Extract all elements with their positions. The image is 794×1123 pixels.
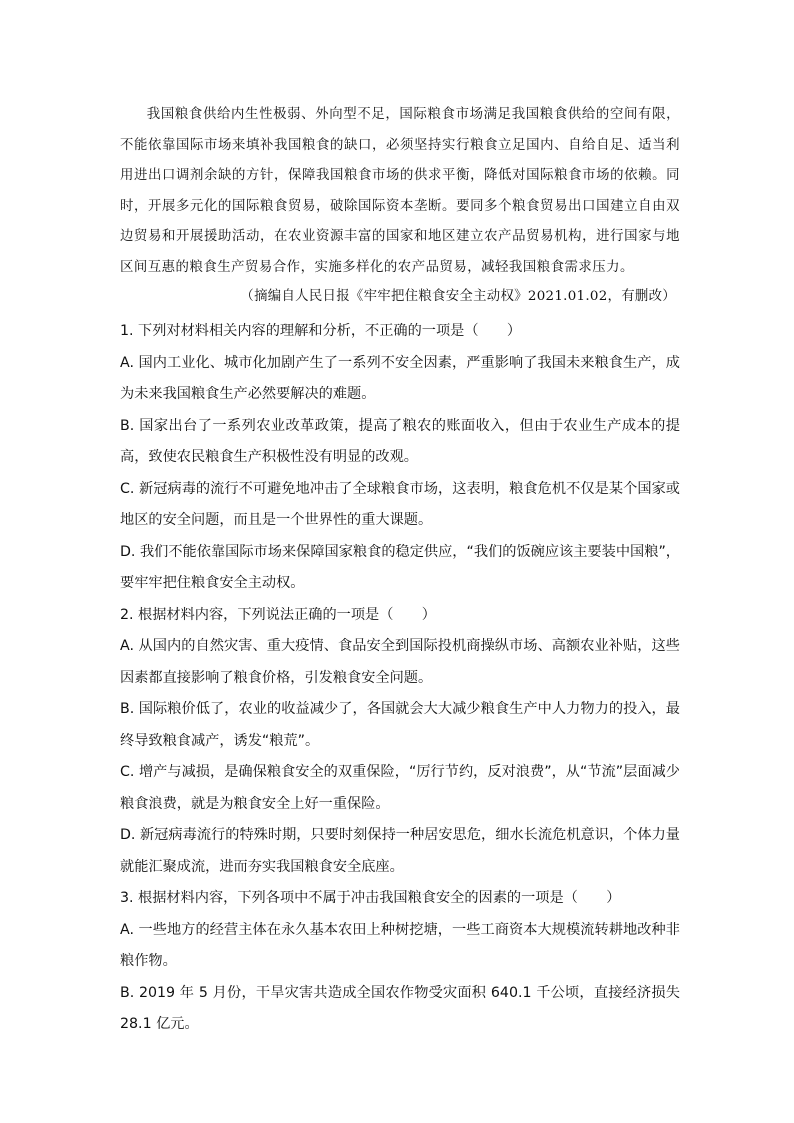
question-2 bbox=[120, 600, 680, 884]
passage-source: （摘编自人民日报《牢牢把住粮食安全主动权》2021.01.02，有删改） bbox=[240, 289, 676, 304]
passage bbox=[120, 100, 680, 284]
option-b: B. 2019 年 5 月份，干旱灾害共造成全国农作物受灾面积 640.1 千公顷，直接经济损失 28.1 亿元。 bbox=[120, 984, 680, 1032]
option-c: C. 新冠病毒的流行不可避免地冲击了全球粮食市场，这表明，粮食危机不仅是某个国家或地区的安全问题，而且是一个世界性的重大课题。 bbox=[120, 480, 680, 528]
question-list bbox=[120, 316, 680, 1041]
question-1 bbox=[120, 316, 680, 600]
option-d: D. 我们不能依靠国际市场来保障国家粮食的稳定供应，“我们的饭碗应该主要装中国粮”，要牢牢把住粮食安全主动权。 bbox=[120, 543, 680, 591]
question-stem: 1. 下列对材料相关内容的理解和分析，不正确的一项是（ ） bbox=[120, 323, 522, 339]
option-a: A. 从国内的自然灾害、重大疫情、食品安全到国际投机商操纵市场、高额农业补贴，这些因素都直接影响了粮食价格，引发粮食安全问题。 bbox=[120, 638, 680, 686]
option-b: B. 国家出台了一系列农业改革政策，提高了粮农的账面收入，但由于农业生产成本的提高，致使农民粮食生产积极性没有明显的改观。 bbox=[120, 417, 680, 465]
option-d: D. 新冠病毒流行的特殊时期，只要时刻保持一种居安思危，细水长流危机意识，个体力量就能汇聚成流，进而夯实我国粮食安全底座。 bbox=[120, 827, 680, 875]
passage-paragraph: 我国粮食供给内生性极弱、外向型不足，国际粮食市场满足我国粮食供给的空间有限，不能依靠国际市场来填补我国粮食的缺口，必须坚持实行粮食立足国内、自给自足、适当利用进出口调剂余缺的方针，保障我国粮食市场的供求平衡，降低对国际粮食市场的依赖。同时，开展多元化的国际粮食贸易，破除国际资本垄断。要同多个粮食贸易出口国建立自由双边贸易和开展援助活动，在农业资源丰富的国家和地区建立农产品贸易机构，进行国家与地区间互惠的粮食生产贸易合作，实施多样化的农产品贸易，减轻我国粮食需求压力。 bbox=[120, 107, 680, 275]
option-c: C. 增产与减损，是确保粮食安全的双重保险，“厉行节约，反对浪费”，从“节流”层面减少粮食浪费，就是为粮食安全上好一重保险。 bbox=[120, 764, 680, 812]
question-stem: 3. 根据材料内容，下列各项中不属于冲击我国粮食安全的因素的一项是（ ） bbox=[120, 890, 621, 906]
option-b: B. 国际粮价低了，农业的收益减少了，各国就会大大减少粮食生产中人力物力的投入，最终导致粮食减产，诱发“粮荒”。 bbox=[120, 701, 680, 749]
option-a: A. 一些地方的经营主体在永久基本农田上种树挖塘，一些工商资本大规模流转耕地改种非粮作物。 bbox=[120, 921, 680, 969]
option-a: A. 国内工业化、城市化加剧产生了一系列不安全因素，严重影响了我国未来粮食生产，成为未来我国粮食生产必然要解决的难题。 bbox=[120, 354, 680, 402]
question-3 bbox=[120, 883, 680, 1041]
question-stem: 2. 根据材料内容，下列说法正确的一项是（ ） bbox=[120, 606, 436, 623]
